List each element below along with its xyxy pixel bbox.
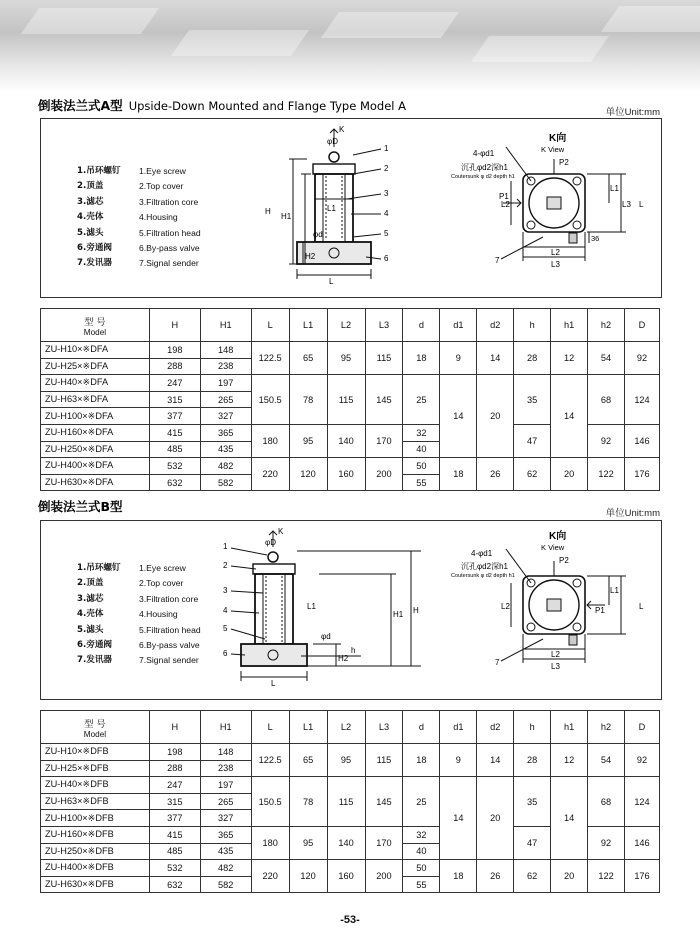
cell-d2: 20 xyxy=(477,777,514,860)
callout-2: 2 xyxy=(223,561,228,570)
section-b-title-cn: 倒装法兰式B型 xyxy=(38,499,123,514)
cell-d: 50 xyxy=(403,860,440,877)
cell-H: 632 xyxy=(149,876,200,893)
cell-model: ZU-H630×※DFA xyxy=(41,474,150,491)
dim-h: h xyxy=(351,646,356,655)
cell-H: 532 xyxy=(149,860,200,877)
col-model-cn: 型 号 xyxy=(84,316,106,328)
page-number: -53- xyxy=(340,914,360,926)
section-a-side-view-drawing xyxy=(201,119,421,297)
cell-model: ZU-H63×※DFA xyxy=(41,391,150,408)
cell-h1: 20 xyxy=(551,458,588,491)
dim-H: H xyxy=(265,207,271,216)
col-model-header xyxy=(41,711,150,744)
callout-3: 3 xyxy=(223,586,228,595)
legend-cn: 3.滤芯 xyxy=(77,593,104,604)
cell-d: 55 xyxy=(403,474,440,491)
cell-model: ZU-H63×※DFB xyxy=(41,793,150,810)
kview-dim-36: 36 xyxy=(591,234,600,243)
col-header: d2 xyxy=(477,711,514,744)
col-model-header xyxy=(41,309,150,342)
kview-title-en: K View xyxy=(541,543,565,552)
legend-en: 6.By-pass valve xyxy=(139,243,200,254)
dim-L1: L1 xyxy=(307,602,316,611)
col-header: H xyxy=(149,711,200,744)
cell-d2: 14 xyxy=(477,342,514,375)
dim-phiD: φD xyxy=(265,538,276,547)
legend-en: 4.Housing xyxy=(139,212,178,223)
legend-item xyxy=(77,164,201,179)
legend-item xyxy=(77,653,201,668)
legend-cn: 1.吊环螺钉 xyxy=(77,563,121,573)
callout-2: 2 xyxy=(384,164,389,173)
cell-H1: 197 xyxy=(200,777,251,794)
dim-H1: H1 xyxy=(281,212,292,221)
table-row xyxy=(41,342,660,359)
dim-K: K xyxy=(278,527,284,536)
cell-d1: 18 xyxy=(440,860,477,893)
cell-D: 176 xyxy=(624,458,659,491)
cell-h1: 12 xyxy=(551,744,588,777)
cell-L: 150.5 xyxy=(251,777,289,827)
cell-d: 40 xyxy=(403,843,440,860)
col-header: L1 xyxy=(289,711,327,744)
cell-model: ZU-H100×※DFA xyxy=(41,408,150,425)
col-header: H1 xyxy=(200,309,251,342)
legend-cn: 6.旁通阀 xyxy=(77,640,113,651)
cell-h2: 54 xyxy=(588,342,625,375)
cell-L1: 120 xyxy=(289,458,327,491)
legend-en: 7.Signal sender xyxy=(139,655,199,666)
table-row xyxy=(41,777,660,794)
col-model-en: Model xyxy=(83,729,107,739)
kview-holes: 4-φd1 xyxy=(471,549,493,558)
cell-L2: 115 xyxy=(327,375,365,425)
callout-3: 3 xyxy=(384,189,389,198)
cell-H1: 327 xyxy=(200,408,251,425)
cell-H: 198 xyxy=(149,744,200,761)
cell-D: 92 xyxy=(624,342,659,375)
kview-counter-cn: 沉孔φd2深h1 xyxy=(461,163,508,172)
col-header: d2 xyxy=(477,309,514,342)
callout-1: 1 xyxy=(384,144,389,153)
legend-en: 2.Top cover xyxy=(139,181,184,192)
cell-L3: 200 xyxy=(365,860,403,893)
cell-L3: 145 xyxy=(365,375,403,425)
kview-L2-side: L2 xyxy=(501,602,510,611)
callout-4: 4 xyxy=(223,606,228,615)
legend-cn: 4.壳体 xyxy=(77,212,104,223)
cell-L: 122.5 xyxy=(251,744,289,777)
kview-L3-bottom: L3 xyxy=(551,260,560,269)
legend-item xyxy=(77,638,201,653)
cell-H1: 582 xyxy=(200,876,251,893)
cell-H: 247 xyxy=(149,777,200,794)
col-header: d1 xyxy=(440,309,477,342)
section-a-legend xyxy=(77,164,201,272)
cell-H: 315 xyxy=(149,793,200,810)
cell-H: 247 xyxy=(149,375,200,392)
cell-model: ZU-H40×※DFA xyxy=(41,375,150,392)
col-header: h1 xyxy=(551,711,588,744)
section-a-title-en: Upside-Down Mounted and Flange Type Model A xyxy=(128,99,407,113)
cell-d1: 9 xyxy=(440,744,477,777)
kview-callout-7: 7 xyxy=(495,658,500,667)
callout-4: 4 xyxy=(384,209,389,218)
cell-d: 25 xyxy=(403,375,440,425)
section-b-side-view-drawing xyxy=(201,521,421,699)
cell-H1: 265 xyxy=(200,793,251,810)
cell-d: 50 xyxy=(403,458,440,475)
legend-item xyxy=(77,576,201,591)
cell-L1: 120 xyxy=(289,860,327,893)
col-header: L3 xyxy=(365,309,403,342)
col-header: h2 xyxy=(588,711,625,744)
decorative-header-band xyxy=(0,0,700,92)
legend-cn: 7.发讯器 xyxy=(77,655,113,666)
cell-L3: 200 xyxy=(365,458,403,491)
kview-P1: P1 xyxy=(595,606,605,615)
cell-D: 92 xyxy=(624,744,659,777)
cell-h: 28 xyxy=(514,342,551,375)
callout-5: 5 xyxy=(384,229,389,238)
section-b-unit: 单位Unit:mm xyxy=(605,508,660,519)
cell-d1: 14 xyxy=(440,777,477,860)
cell-d: 55 xyxy=(403,876,440,893)
legend-en: 6.By-pass valve xyxy=(139,640,200,651)
legend-cn: 1.吊环螺钉 xyxy=(77,166,121,176)
table-header-row xyxy=(41,309,660,342)
cell-D: 124 xyxy=(624,777,659,827)
legend-item xyxy=(77,241,201,256)
table-row xyxy=(41,744,660,761)
cell-L1: 95 xyxy=(289,826,327,859)
cell-L3: 170 xyxy=(365,424,403,457)
cell-h: 62 xyxy=(514,860,551,893)
kview-title-en: K View xyxy=(541,145,565,154)
section-a-spec-table xyxy=(40,308,660,491)
cell-H1: 365 xyxy=(200,424,251,441)
section-a-figure xyxy=(40,118,662,298)
cell-h: 47 xyxy=(514,424,551,457)
cell-H1: 197 xyxy=(200,375,251,392)
cell-model: ZU-H25×※DFB xyxy=(41,760,150,777)
cell-H1: 582 xyxy=(200,474,251,491)
dim-phid: φd xyxy=(313,230,323,239)
cell-L3: 145 xyxy=(365,777,403,827)
cell-L1: 65 xyxy=(289,744,327,777)
section-b-k-view-drawing xyxy=(411,521,656,699)
callout-6: 6 xyxy=(223,649,228,658)
dim-H1: H1 xyxy=(393,610,404,619)
cell-H1: 327 xyxy=(200,810,251,827)
kview-L: L xyxy=(639,602,644,611)
legend-item xyxy=(77,607,201,622)
kview-P2: P2 xyxy=(559,556,569,565)
cell-h2: 92 xyxy=(588,826,625,859)
cell-h1: 12 xyxy=(551,342,588,375)
cell-H1: 435 xyxy=(200,441,251,458)
cell-model: ZU-H400×※DFA xyxy=(41,458,150,475)
cell-H: 288 xyxy=(149,760,200,777)
section-a-k-view-drawing xyxy=(411,119,656,297)
col-header: H1 xyxy=(200,711,251,744)
cell-h2: 68 xyxy=(588,375,625,425)
legend-item xyxy=(77,226,201,241)
cell-H: 415 xyxy=(149,424,200,441)
table-row xyxy=(41,375,660,392)
cell-L: 150.5 xyxy=(251,375,289,425)
cell-d1: 14 xyxy=(440,375,477,458)
cell-h2: 68 xyxy=(588,777,625,827)
legend-en: 3.Filtration core xyxy=(139,196,199,207)
cell-L: 180 xyxy=(251,826,289,859)
dim-H2: H2 xyxy=(305,252,316,261)
legend-cn: 6.旁通阀 xyxy=(77,243,113,254)
cell-L1: 95 xyxy=(289,424,327,457)
cell-L: 220 xyxy=(251,458,289,491)
cell-model: ZU-H250×※DFA xyxy=(41,441,150,458)
col-header: L2 xyxy=(327,711,365,744)
kview-counter-cn: 沉孔φd2深h1 xyxy=(461,562,508,571)
cell-H1: 148 xyxy=(200,744,251,761)
kview-L3-side: L3 xyxy=(622,200,631,209)
cell-model: ZU-H10×※DFA xyxy=(41,342,150,359)
dim-H: H xyxy=(413,606,419,615)
cell-L2: 160 xyxy=(327,860,365,893)
kview-title-cn: K向 xyxy=(549,531,567,542)
cell-d2: 26 xyxy=(477,860,514,893)
legend-en: 1.Eye screw xyxy=(139,166,186,176)
cell-L: 220 xyxy=(251,860,289,893)
cell-H: 485 xyxy=(149,441,200,458)
col-header: H xyxy=(149,309,200,342)
cell-h2: 54 xyxy=(588,744,625,777)
cell-d1: 18 xyxy=(440,458,477,491)
cell-D: 124 xyxy=(624,375,659,425)
col-header: h2 xyxy=(588,309,625,342)
kview-L2-bottom: L2 xyxy=(551,248,560,257)
cell-L3: 115 xyxy=(365,342,403,375)
cell-h: 28 xyxy=(514,744,551,777)
col-model-en: Model xyxy=(83,327,107,337)
section-a-title xyxy=(38,96,406,114)
col-header: h xyxy=(514,711,551,744)
cell-model: ZU-H40×※DFB xyxy=(41,777,150,794)
cell-model: ZU-H10×※DFB xyxy=(41,744,150,761)
kview-L: L xyxy=(639,200,644,209)
col-header: L1 xyxy=(289,309,327,342)
dim-L: L xyxy=(271,679,276,688)
cell-H: 415 xyxy=(149,826,200,843)
cell-d2: 14 xyxy=(477,744,514,777)
cell-H: 315 xyxy=(149,391,200,408)
cell-d2: 26 xyxy=(477,458,514,491)
cell-model: ZU-H630×※DFB xyxy=(41,876,150,893)
legend-item xyxy=(77,210,201,225)
cell-d: 18 xyxy=(403,744,440,777)
cell-H: 377 xyxy=(149,408,200,425)
legend-en: 3.Filtration core xyxy=(139,593,199,604)
kview-L1: L1 xyxy=(610,586,619,595)
cell-d2: 20 xyxy=(477,375,514,458)
cell-L1: 78 xyxy=(289,777,327,827)
kview-title-cn: K向 xyxy=(549,133,567,144)
legend-item xyxy=(77,561,201,576)
cell-L2: 95 xyxy=(327,342,365,375)
kview-counter-en: Coutersunk φ d2 depth h1 xyxy=(451,573,515,579)
cell-L: 122.5 xyxy=(251,342,289,375)
cell-L3: 115 xyxy=(365,744,403,777)
callout-6: 6 xyxy=(384,254,389,263)
cell-L: 180 xyxy=(251,424,289,457)
cell-L1: 65 xyxy=(289,342,327,375)
cell-model: ZU-H400×※DFB xyxy=(41,860,150,877)
dim-L: L xyxy=(329,277,334,286)
cell-L2: 95 xyxy=(327,744,365,777)
cell-h1: 14 xyxy=(551,375,588,458)
legend-cn: 7.发讯器 xyxy=(77,258,113,269)
cell-H: 377 xyxy=(149,810,200,827)
table-row xyxy=(41,860,660,877)
table-row xyxy=(41,458,660,475)
cell-h1: 20 xyxy=(551,860,588,893)
cell-d: 40 xyxy=(403,441,440,458)
col-header: L2 xyxy=(327,309,365,342)
legend-en: 7.Signal sender xyxy=(139,258,199,269)
cell-H1: 238 xyxy=(200,760,251,777)
cell-model: ZU-H160×※DFB xyxy=(41,826,150,843)
col-header: d xyxy=(403,309,440,342)
col-header: L xyxy=(251,711,289,744)
legend-cn: 5.滤头 xyxy=(77,227,104,238)
cell-model: ZU-H25×※DFA xyxy=(41,358,150,375)
legend-item xyxy=(77,195,201,210)
cell-H: 198 xyxy=(149,342,200,359)
legend-item xyxy=(77,256,201,271)
legend-en: 1.Eye screw xyxy=(139,563,186,573)
kview-P1: P1 xyxy=(499,192,509,201)
kview-holes: 4-φd1 xyxy=(473,149,495,158)
legend-cn: 5.滤头 xyxy=(77,624,104,635)
cell-d1: 9 xyxy=(440,342,477,375)
table-header-row xyxy=(41,711,660,744)
kview-L2-bottom: L2 xyxy=(551,650,560,659)
section-a-unit: 单位Unit:mm xyxy=(605,107,660,118)
cell-L2: 160 xyxy=(327,458,365,491)
legend-item xyxy=(77,179,201,194)
cell-H1: 265 xyxy=(200,391,251,408)
cell-model: ZU-H250×※DFB xyxy=(41,843,150,860)
cell-h2: 122 xyxy=(588,860,625,893)
cell-h2: 122 xyxy=(588,458,625,491)
col-header: L3 xyxy=(365,711,403,744)
cell-L2: 140 xyxy=(327,424,365,457)
legend-item xyxy=(77,623,201,638)
cell-h1: 14 xyxy=(551,777,588,860)
cell-H: 485 xyxy=(149,843,200,860)
cell-d: 18 xyxy=(403,342,440,375)
kview-L3-bottom: L3 xyxy=(551,662,560,671)
legend-cn: 3.滤芯 xyxy=(77,196,104,207)
kview-L2-side: L2 xyxy=(501,200,510,209)
legend-en: 5.Filtration head xyxy=(139,227,201,238)
cell-H: 532 xyxy=(149,458,200,475)
dim-phid: φd xyxy=(321,632,331,641)
legend-cn: 2.顶盖 xyxy=(77,578,104,589)
callout-5: 5 xyxy=(223,624,228,633)
cell-h: 35 xyxy=(514,777,551,827)
col-header: D xyxy=(624,711,659,744)
section-b-legend xyxy=(77,561,201,669)
col-header: L xyxy=(251,309,289,342)
dim-L1: L1 xyxy=(327,204,336,213)
kview-P2: P2 xyxy=(559,158,569,167)
legend-item xyxy=(77,592,201,607)
cell-L3: 170 xyxy=(365,826,403,859)
dim-phiD: φD xyxy=(327,137,338,146)
col-header: h1 xyxy=(551,309,588,342)
col-header: d xyxy=(403,711,440,744)
legend-cn: 2.顶盖 xyxy=(77,181,104,192)
cell-H1: 238 xyxy=(200,358,251,375)
cell-d: 25 xyxy=(403,777,440,827)
kview-callout-7: 7 xyxy=(495,256,500,265)
cell-H1: 365 xyxy=(200,826,251,843)
cell-D: 146 xyxy=(624,826,659,859)
dim-K: K xyxy=(339,125,345,134)
callout-1: 1 xyxy=(223,542,228,551)
legend-en: 2.Top cover xyxy=(139,578,184,589)
legend-en: 4.Housing xyxy=(139,609,178,620)
cell-H: 288 xyxy=(149,358,200,375)
cell-h: 62 xyxy=(514,458,551,491)
section-b-figure xyxy=(40,520,662,700)
cell-H1: 482 xyxy=(200,458,251,475)
cell-D: 146 xyxy=(624,424,659,457)
kview-L1: L1 xyxy=(610,184,619,193)
col-header: d1 xyxy=(440,711,477,744)
cell-h: 47 xyxy=(514,826,551,859)
cell-h: 35 xyxy=(514,375,551,425)
cell-D: 176 xyxy=(624,860,659,893)
cell-H: 632 xyxy=(149,474,200,491)
col-header: D xyxy=(624,309,659,342)
cell-d: 32 xyxy=(403,826,440,843)
dim-H2: H2 xyxy=(338,654,349,663)
cell-H1: 148 xyxy=(200,342,251,359)
cell-H1: 435 xyxy=(200,843,251,860)
kview-counter-en: Coutersunk φ d2 depth h1 xyxy=(451,174,515,180)
cell-L2: 115 xyxy=(327,777,365,827)
cell-L2: 140 xyxy=(327,826,365,859)
cell-H1: 482 xyxy=(200,860,251,877)
cell-model: ZU-H160×※DFA xyxy=(41,424,150,441)
legend-en: 5.Filtration head xyxy=(139,624,201,635)
cell-h2: 92 xyxy=(588,424,625,457)
col-header: h xyxy=(514,309,551,342)
section-b-title xyxy=(38,497,123,515)
cell-model: ZU-H100×※DFB xyxy=(41,810,150,827)
section-a-title-cn: 倒装法兰式A型 xyxy=(38,98,123,113)
section-b-spec-table xyxy=(40,710,660,893)
cell-d: 32 xyxy=(403,424,440,441)
col-model-cn: 型 号 xyxy=(84,718,106,730)
cell-L1: 78 xyxy=(289,375,327,425)
legend-cn: 4.壳体 xyxy=(77,609,104,620)
